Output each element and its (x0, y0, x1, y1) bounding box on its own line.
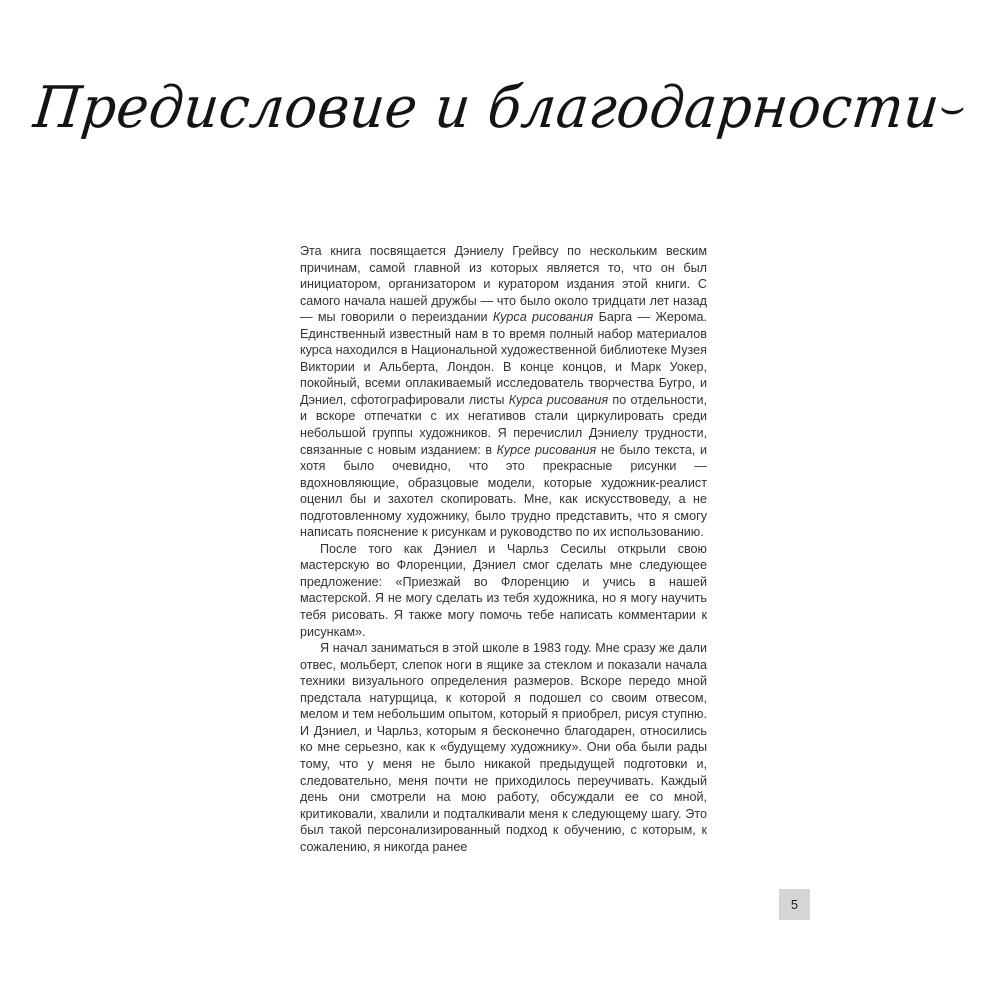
page-title (0, 59, 1000, 154)
italic-title-reference: Курса рисования (508, 392, 609, 407)
body-paragraph (300, 541, 707, 640)
body-text-column (300, 243, 707, 855)
text-run: Барга — Жерома. Единственный известный нам в то время полный набор материалов курса находился в Национальной художественной библиотеке Музея Виктории и Альберта, Лондон. В конце концов, и Марк Уокер, покойный, всеми оплакиваемый исследователь творчества Бугро, и Дэниел, сфотографировали листы (300, 310, 707, 407)
text-run: по отдельности, и вскоре отпечатки с их негативов стали циркулировать среди небольшой группы художников. Я перечислил Дэниелу трудности, связанные с новым изданием: в (300, 392, 707, 457)
body-paragraph (300, 243, 707, 541)
title-flourish-icon: ⌣ (936, 82, 969, 132)
text-run: После того как Дэниел и Чарльз Сесилы открыли свою мастерскую во Флоренции, Дэниел смог сделать мне следующее предложение: «Приезжай во Флоренцию и учись в нашей мастерской. Я не могу сделать из тебя художника, но я могу научить тебя рисовать. Я также могу помочь тебе написать комментарии к рисункам». (300, 541, 707, 639)
body-paragraph (300, 640, 707, 855)
page-title-text: Предисловие и благодарности (30, 74, 943, 141)
page-number-badge: 5 (779, 889, 810, 920)
text-run: Я начал заниматься в этой школе в 1983 году. Мне сразу же дали отвес, мольберт, слепок ноги в ящике за стеклом и показали начала техники визуального определения размеров. Вскоре передо мной предстала натурщица, к которой я подошел со своим отвесом, мелом и тем небольшим опытом, который я приобрел, рисуя ступню. И Дэниел, и Чарльз, которым я бесконечно благодарен, относились ко мне серьезно, как к «будущему художнику». Они оба были рады тому, что у меня не было никакой предыдущей подготовки и, следовательно, меня почти не приходилось переучивать. Каждый день они смотрели на мою работу, обсуждали ее со мной, критиковали, хвалили и подталкивали меня к следующему шагу. Это был такой персонализированный подход к обучению, с которым, к сожалению, я никогда ранее (300, 641, 707, 854)
italic-title-reference: Курсе рисования (496, 442, 597, 457)
text-run: не было текста, и хотя было очевидно, что это прекрасные рисунки — вдохновляющие, образцовые модели, которые художник-реалист оценил бы и захотел скопировать. Мне, как искусствоведу, а не подготовленному художнику, было трудно представить, что я смогу написать пояснение к рисункам и руководство по их использованию. (300, 442, 707, 540)
italic-title-reference: Курса рисования (492, 310, 594, 325)
body-text-region (300, 243, 707, 875)
text-run: Эта книга посвящается Дэниелу Грейвсу по нескольким веским причинам, самой главной из которых является то, что он был инициатором, организатором и куратором издания этой книги. С самого начала нашей дружбы — что было около тридцати лет назад — мы говорили о переиздании (300, 244, 707, 325)
